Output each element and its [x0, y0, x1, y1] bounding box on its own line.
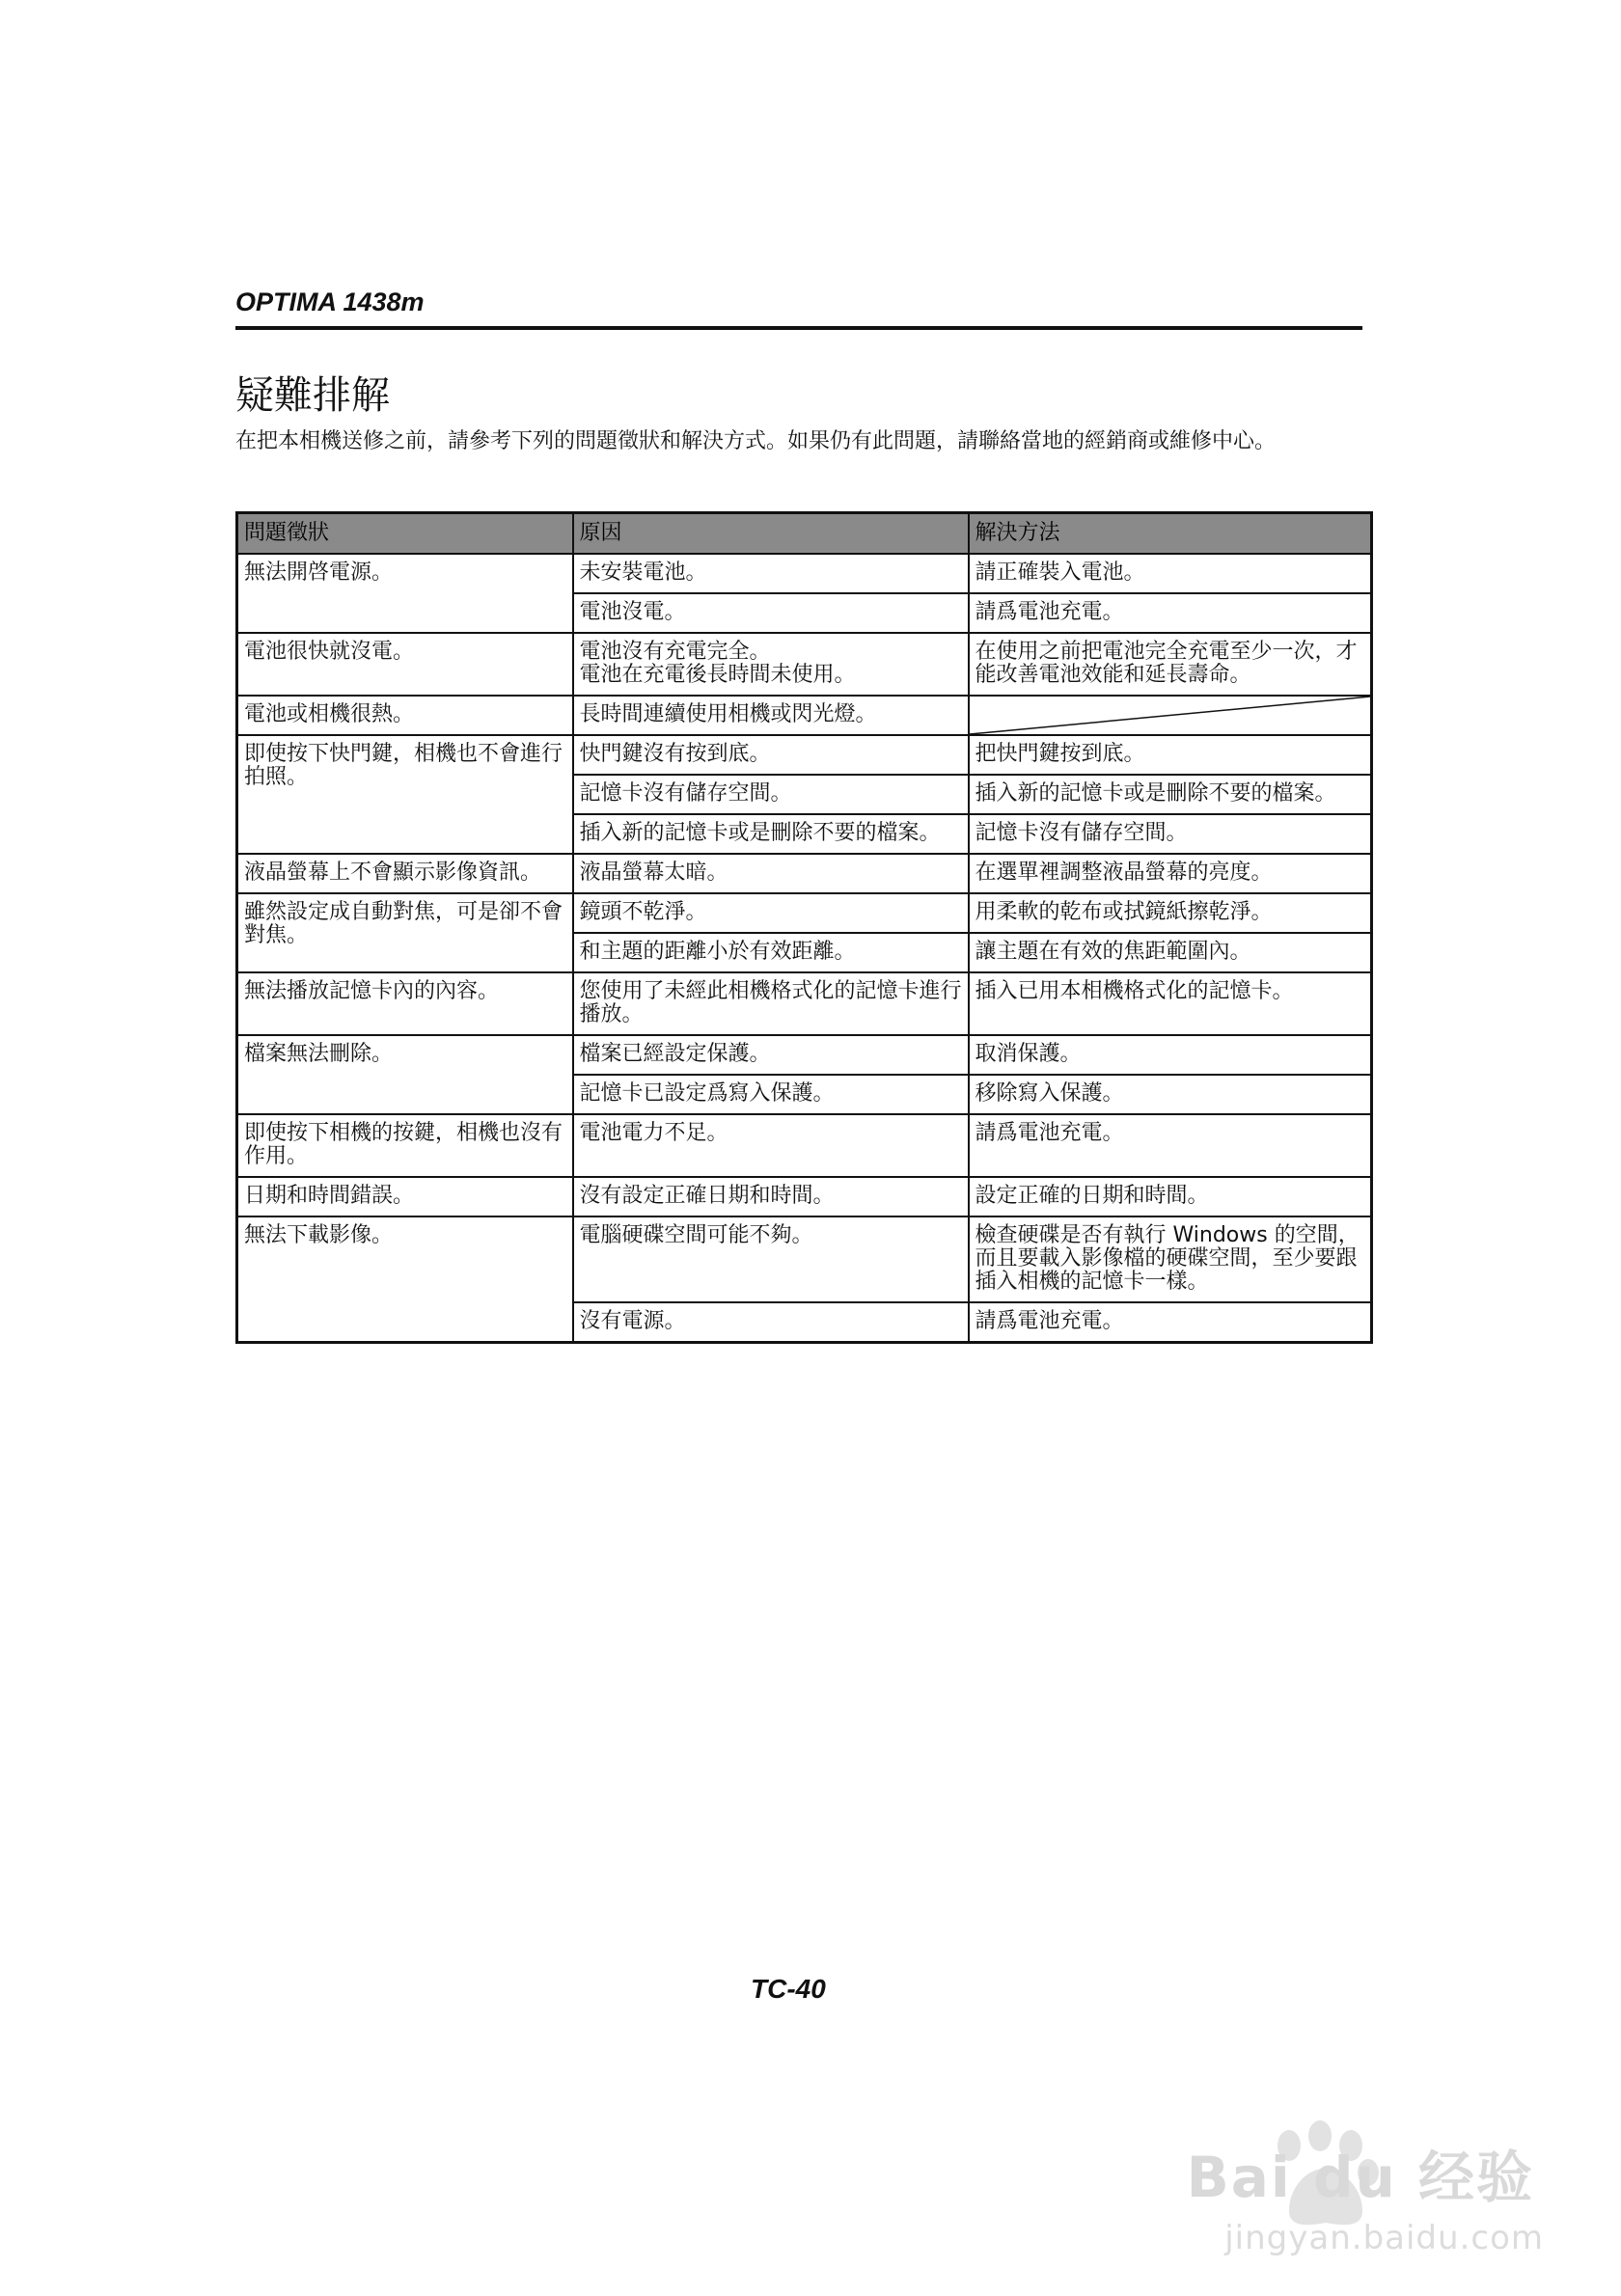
- cause-cell: 未安裝電池。: [573, 554, 969, 593]
- symptom-cell: 無法播放記憶卡內的內容。: [237, 972, 573, 1035]
- cause-cell: 電池電力不足。: [573, 1114, 969, 1177]
- symptom-cell: 日期和時間錯誤。: [237, 1177, 573, 1216]
- symptom-cell: 無法開啓電源。: [237, 554, 573, 633]
- watermark-brand: Bai du 经验: [1186, 2145, 1534, 2210]
- cause-cell: 電腦硬碟空間可能不夠。: [573, 1216, 969, 1302]
- cause-cell: 液晶螢幕太暗。: [573, 854, 969, 893]
- table-row: [237, 1177, 1372, 1216]
- solution-cell: 請爲電池充電。: [969, 1114, 1372, 1177]
- solution-cell: 檢查硬碟是否有執行 Windows 的空間，而且要載入影像檔的硬碟空間，至少要跟插入相機的記憶卡一樣。: [969, 1216, 1372, 1302]
- symptom-cell: 即使按下相機的按鍵，相機也沒有作用。: [237, 1114, 573, 1177]
- empty-solution-cell: [969, 696, 1372, 735]
- table-row: [237, 1114, 1372, 1177]
- header-symptom: 問題徵狀: [237, 513, 573, 555]
- table-row: [237, 972, 1372, 1035]
- solution-cell: 設定正確的日期和時間。: [969, 1177, 1372, 1216]
- symptom-cell: 即使按下快門鍵，相機也不會進行拍照。: [237, 735, 573, 854]
- header-rule: [235, 326, 1362, 330]
- solution-cell: 讓主題在有效的焦距範圍內。: [969, 933, 1372, 972]
- header-cause: 原因: [573, 513, 969, 555]
- solution-cell: 請爲電池充電。: [969, 1302, 1372, 1343]
- header-solution: 解決方法: [969, 513, 1372, 555]
- cause-cell: 和主題的距離小於有效距離。: [573, 933, 969, 972]
- table-row: [237, 633, 1372, 696]
- cause-cell: 快門鍵沒有按到底。: [573, 735, 969, 775]
- solution-cell: 插入新的記憶卡或是刪除不要的檔案。: [969, 775, 1372, 814]
- table-row: [237, 854, 1372, 893]
- cause-cell: 鏡頭不乾淨。: [573, 893, 969, 933]
- page-title: 疑難排解: [235, 373, 390, 418]
- table-row: [237, 1216, 1372, 1302]
- cause-cell: 記憶卡沒有儲存空間。: [573, 775, 969, 814]
- cause-cell: 長時間連續使用相機或閃光燈。: [573, 696, 969, 735]
- troubleshooting-table: [235, 511, 1373, 1344]
- cause-cell: 電池沒電。: [573, 593, 969, 633]
- cause-cell: 檔案已經設定保護。: [573, 1035, 969, 1075]
- solution-cell: 移除寫入保護。: [969, 1075, 1372, 1114]
- table-header-row: [237, 513, 1372, 555]
- solution-cell: 請爲電池充電。: [969, 593, 1372, 633]
- cause-cell: 沒有電源。: [573, 1302, 969, 1343]
- cause-cell: 沒有設定正確日期和時間。: [573, 1177, 969, 1216]
- intro-paragraph: 在把本相機送修之前，請參考下列的問題徵狀和解決方式。如果仍有此問題，請聯絡當地的經銷商或維修中心。: [235, 429, 1277, 453]
- document-model-name: OPTIMA 1438m: [235, 287, 425, 316]
- symptom-cell: 雖然設定成自動對焦，可是卻不會對焦。: [237, 893, 573, 972]
- symptom-cell: 檔案無法刪除。: [237, 1035, 573, 1114]
- cause-cell: 您使用了未經此相機格式化的記憶卡進行播放。: [573, 972, 969, 1035]
- solution-cell: 請正確裝入電池。: [969, 554, 1372, 593]
- solution-cell: 記憶卡沒有儲存空間。: [969, 814, 1372, 854]
- symptom-cell: 液晶螢幕上不會顯示影像資訊。: [237, 854, 573, 893]
- solution-cell: 把快門鍵按到底。: [969, 735, 1372, 775]
- symptom-cell: 電池或相機很熱。: [237, 696, 573, 735]
- cause-cell: 插入新的記憶卡或是刪除不要的檔案。: [573, 814, 969, 854]
- solution-cell: 在使用之前把電池完全充電至少一次，才能改善電池效能和延長壽命。: [969, 633, 1372, 696]
- solution-cell: 用柔軟的乾布或拭鏡紙擦乾淨。: [969, 893, 1372, 933]
- table-row: [237, 893, 1372, 933]
- watermark-url: jingyan.baidu.com: [1224, 2219, 1544, 2257]
- cause-cell: 電池沒有充電完全。 電池在充電後長時間未使用。: [573, 633, 969, 696]
- symptom-cell: 無法下載影像。: [237, 1216, 573, 1343]
- table-row: [237, 554, 1372, 593]
- cause-cell: 記憶卡已設定爲寫入保護。: [573, 1075, 969, 1114]
- table-row: [237, 696, 1372, 735]
- solution-cell: 插入已用本相機格式化的記憶卡。: [969, 972, 1372, 1035]
- diagonal-line: [970, 697, 1371, 734]
- symptom-cell: 電池很快就沒電。: [237, 633, 573, 696]
- table-row: [237, 1035, 1372, 1075]
- solution-cell: 取消保護。: [969, 1035, 1372, 1075]
- page-number: TC-40: [751, 1974, 826, 2004]
- solution-cell: 在選單裡調整液晶螢幕的亮度。: [969, 854, 1372, 893]
- table-row: [237, 735, 1372, 775]
